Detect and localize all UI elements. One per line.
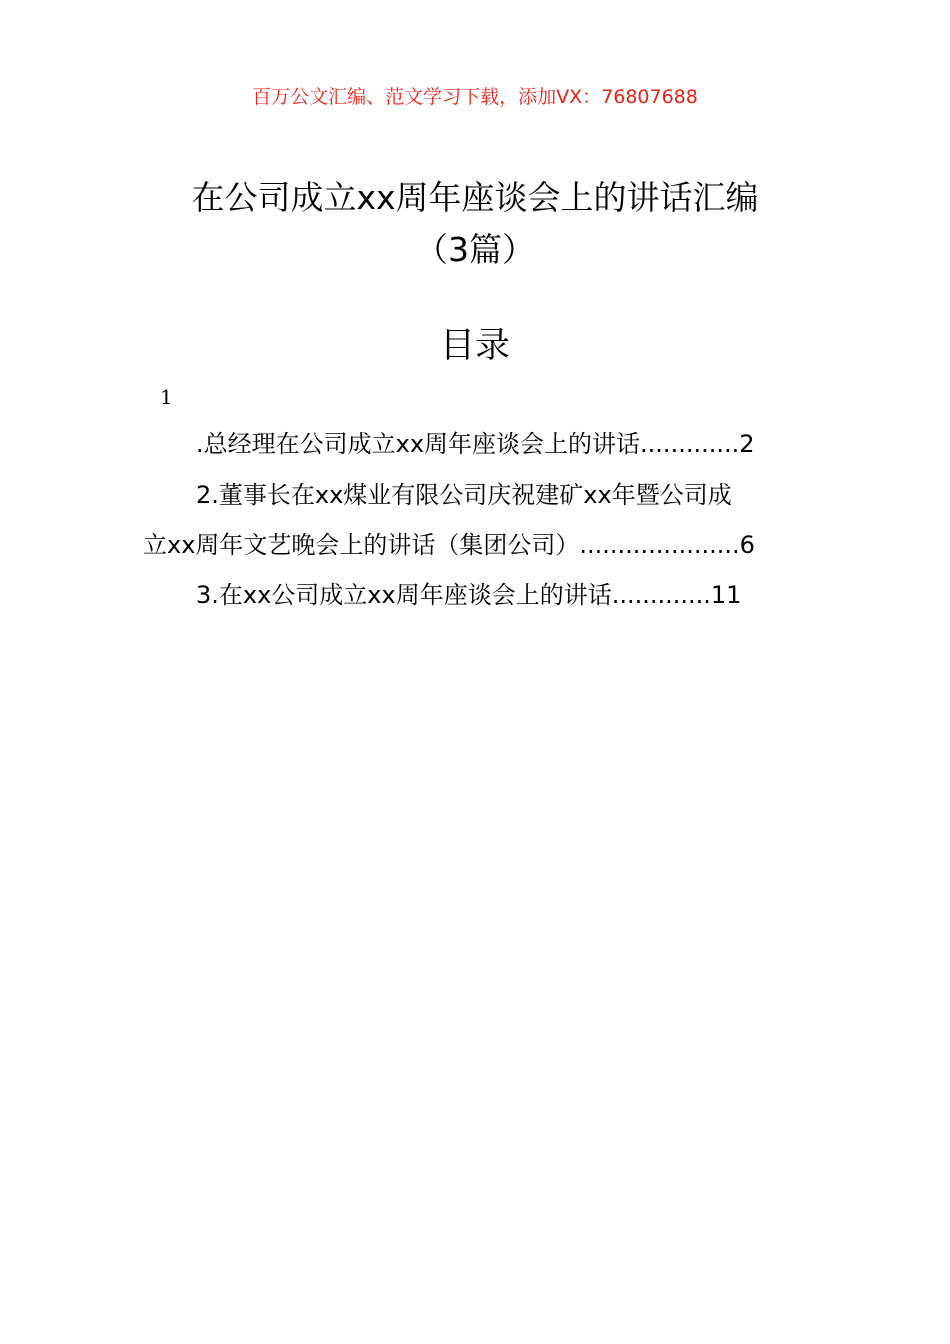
document-title-line-1: 在公司成立xx周年座谈会上的讲话汇编 (191, 178, 759, 217)
toc-entry-3-text: 3.在xx公司成立xx周年座谈会上的讲话 (196, 581, 612, 609)
toc-entry-1-link[interactable] (196, 430, 755, 458)
toc-entry-1-leader: ............. (640, 430, 740, 458)
toc-heading: 目录 (439, 326, 510, 366)
toc-entry-2-text-line-1: 2.董事长在xx煤业有限公司庆祝建矿xx年暨公司成 (196, 481, 732, 509)
toc-entry-2-line-1[interactable] (196, 477, 732, 513)
header-note: 百万公文汇编、范文学习下载，添加VX：76807688 (252, 86, 698, 108)
toc-entry-1-page: 2 (739, 430, 755, 458)
toc-entry-2-text-line-2: 立xx周年文艺晚会上的讲话（集团公司） (143, 531, 580, 559)
toc-entry-2-page: 6 (739, 531, 755, 559)
toc-stray-number: 1 (160, 385, 173, 409)
toc-entry-1[interactable] (196, 426, 755, 462)
toc-entry-3-leader: ............. (611, 581, 711, 609)
toc-entry-3[interactable] (196, 577, 741, 613)
toc-entry-2-leader: ..................... (579, 531, 740, 559)
toc-entry-1-text: .总经理在公司成立xx周年座谈会上的讲话 (196, 430, 641, 458)
toc-entry-3-link[interactable] (196, 581, 741, 609)
toc-entry-2-link-line-1[interactable] (196, 481, 732, 509)
toc-entry-3-page: 11 (710, 581, 742, 609)
document-title (120, 172, 830, 276)
toc-entry-2-link-line-2[interactable] (143, 531, 755, 559)
document-title-line-2: （3篇） (415, 230, 535, 269)
toc-entry-2-line-2[interactable] (143, 527, 755, 563)
